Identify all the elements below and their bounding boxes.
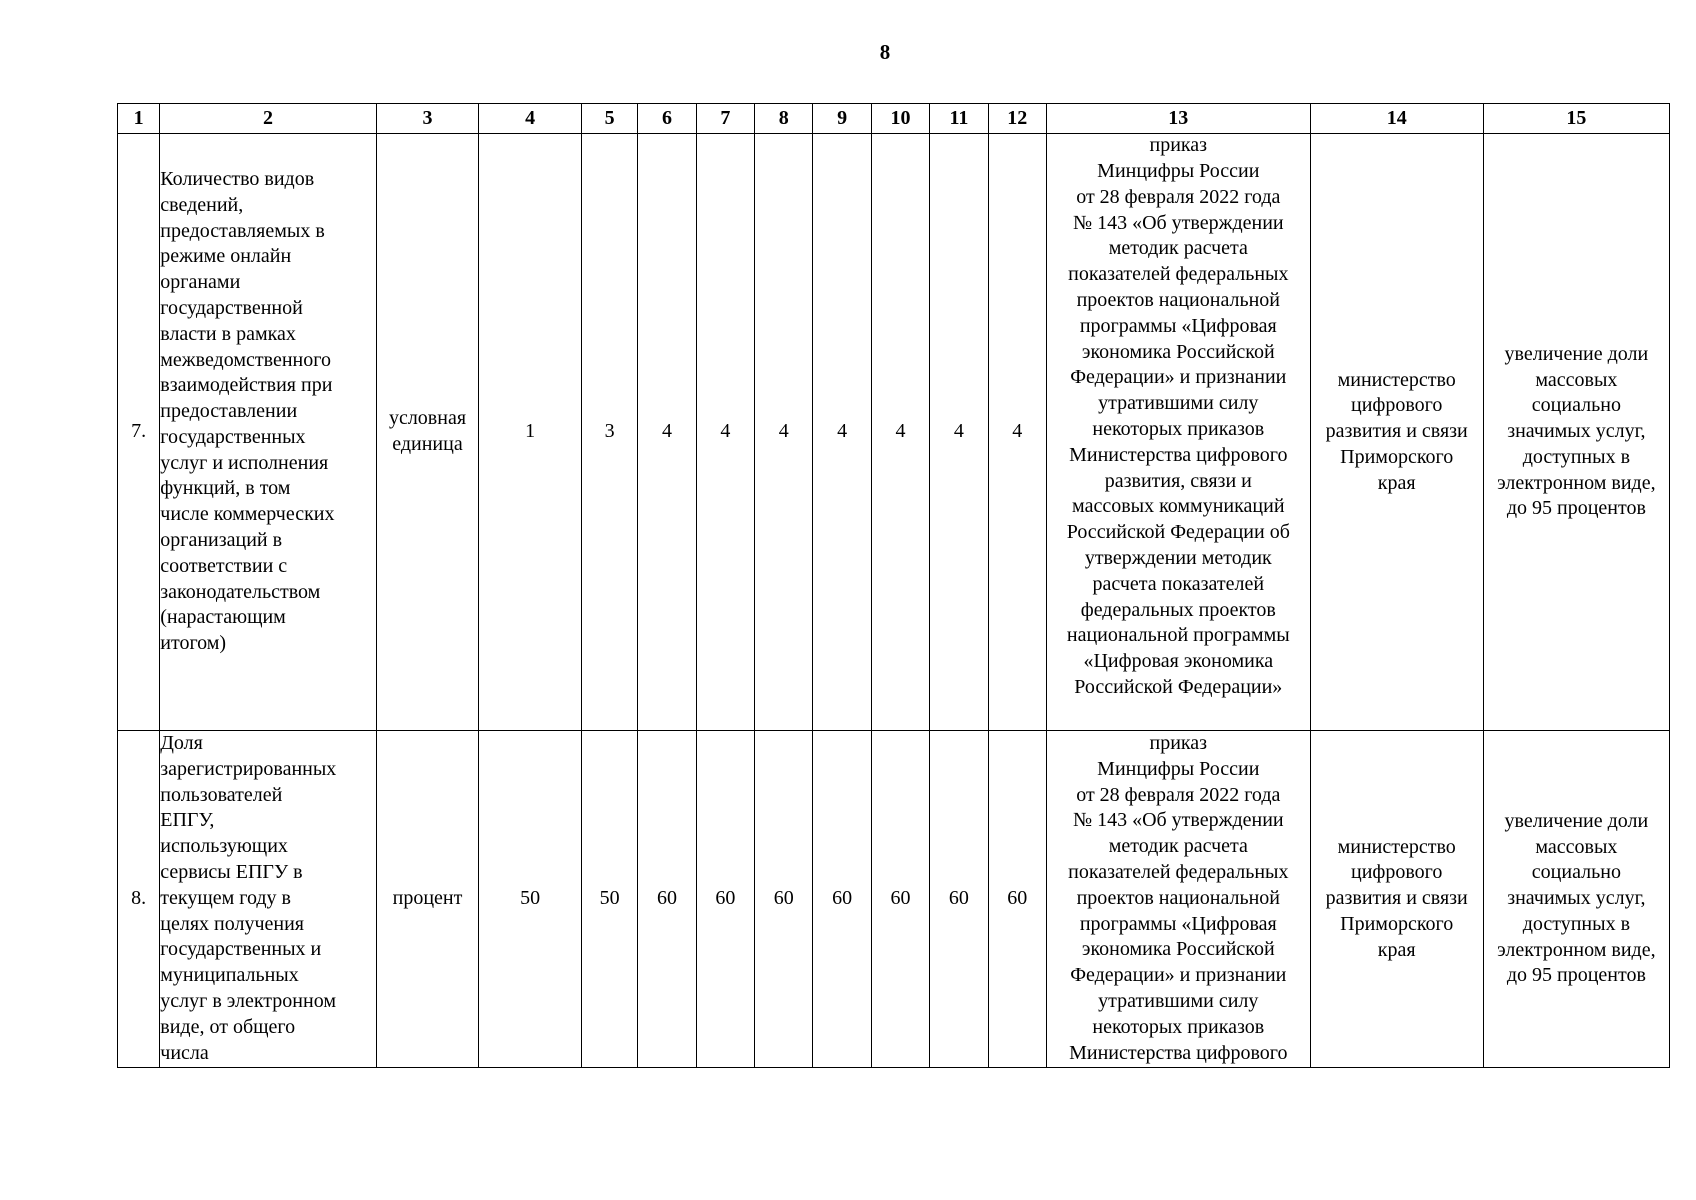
value-cell: 4 <box>871 134 929 731</box>
value-cell: 60 <box>696 731 754 1068</box>
value-cell: 50 <box>479 731 582 1068</box>
header-cell: 7 <box>696 104 754 134</box>
table-row <box>118 731 1670 1068</box>
header-cell: 12 <box>988 104 1046 134</box>
value-cell: 4 <box>988 134 1046 731</box>
unit-cell: процент <box>376 731 479 1068</box>
indicator-name-text: Количество видов сведений, предоставляемых в режиме онлайн органами государственной власти в рамках межведомственного взаимодействия при предоставлении государственных услуг и исполнения функций, в том числе коммерческих организаций в соответствии с законодательством (нарастающим итогом) <box>160 167 335 655</box>
header-cell: 2 <box>160 104 376 134</box>
header-cell: 5 <box>581 104 637 134</box>
value-cell: 4 <box>696 134 754 731</box>
table-row <box>118 134 1670 731</box>
header-cell: 4 <box>479 104 582 134</box>
value-cell: 3 <box>581 134 637 731</box>
table-header-row <box>118 104 1670 134</box>
effect-cell: увеличение доли массовых социально значимых услуг, доступных в электронном виде, до 95 процентов <box>1483 731 1669 1068</box>
header-cell: 14 <box>1310 104 1483 134</box>
value-cell: 60 <box>930 731 988 1068</box>
responsible-cell: министерство цифрового развития и связи Приморского края <box>1310 731 1483 1068</box>
responsible-cell: министерство цифрового развития и связи Приморского края <box>1310 134 1483 731</box>
value-cell: 60 <box>813 731 871 1068</box>
document-cell <box>1046 134 1310 731</box>
value-cell: 60 <box>755 731 813 1068</box>
value-cell: 1 <box>479 134 582 731</box>
indicator-name: Доля зарегистрированных пользователей ЕПГУ, использующих сервисы ЕПГУ в текущем году в целях получения государственных и муниципальных услуг в электронном виде, от общего числа <box>160 731 376 1068</box>
document-cell: приказ Минцифры России от 28 февраля 2022 года № 143 «Об утверждении методик расчета показателей федеральных проектов национальной программы «Цифровая экономика Российской Федерации» и признании утратившими силу некоторых приказов Министерства цифрового <box>1046 731 1310 1068</box>
header-cell: 13 <box>1046 104 1310 134</box>
page-number: 8 <box>879 40 891 64</box>
value-cell: 4 <box>755 134 813 731</box>
value-cell: 60 <box>988 731 1046 1068</box>
header-cell: 6 <box>638 104 696 134</box>
header-cell: 15 <box>1483 104 1669 134</box>
header-cell: 1 <box>118 104 160 134</box>
row-number: 8. <box>118 731 160 1068</box>
indicators-table <box>117 103 1670 1068</box>
value-cell: 4 <box>930 134 988 731</box>
header-cell: 11 <box>930 104 988 134</box>
unit-cell: условная единица <box>376 134 479 731</box>
value-cell: 4 <box>813 134 871 731</box>
indicator-name <box>160 134 376 731</box>
value-cell: 60 <box>638 731 696 1068</box>
header-cell: 9 <box>813 104 871 134</box>
document-text: приказ Минцифры России от 28 февраля 2022 года № 143 «Об утверждении методик расчета показателей федеральных проектов национальной программы «Цифровая экономика Российской Федерации» и признании утратившими силу некоторых приказов Министерства цифрового развития, связи и массовых коммуникаций Российской Федерации об утверждении методик расчета показателей федеральных проектов национальной программы «Цифровая экономика Российской Федерации» <box>1066 134 1290 698</box>
effect-cell: увеличение доли массовых социально значимых услуг, доступных в электронном виде, до 95 процентов <box>1483 134 1669 731</box>
header-cell: 8 <box>755 104 813 134</box>
value-cell: 60 <box>871 731 929 1068</box>
value-cell: 4 <box>638 134 696 731</box>
row-number: 7. <box>118 134 160 731</box>
header-cell: 3 <box>376 104 479 134</box>
header-cell: 10 <box>871 104 929 134</box>
value-cell: 50 <box>581 731 637 1068</box>
